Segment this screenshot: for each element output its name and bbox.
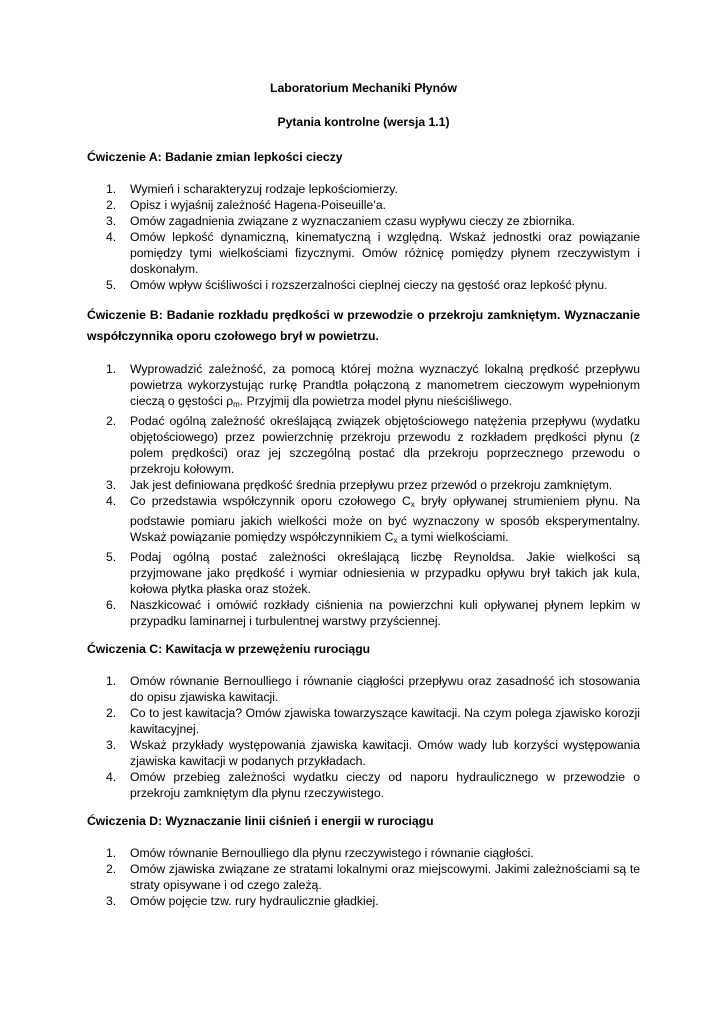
list-item: 3. Omów pojęcie tzw. rury hydraulicznie gładkiej.	[106, 894, 379, 908]
list-item: 5. Omów wpływ ściśliwości i rozszerzalności cieplnej cieczy na gęstość oraz lepkość płynu.	[106, 278, 608, 292]
list-item: 4. Omów lepkość dynamiczną, kinematyczną i względną. Wskaż jednostki oraz powiązanie pomiędzy tymi wielkościami fizycznymi. Omów różnicę pomiędzy płynem rzeczywistym i doskonałym.	[106, 230, 640, 276]
list-item: 1. Omów równanie Bernoulliego dla płynu rzeczywistego i równanie ciągłości.	[106, 846, 534, 860]
section-d-heading: Ćwiczenia D: Wyznaczanie linii ciśnień i energii w rurociągu	[87, 814, 434, 828]
list-item: 1. Wyprowadzić zależność, za pomocą której można wyznaczyć lokalną prędkość przepływu powietrza wykorzystując rurkę Prandtla połączoną z manometrem cieczowym wypełnionym cieczą o gęstości ρm. Przyjmij dla powietrza model płynu nieściśliwego.	[106, 362, 640, 409]
list-item: 1. Wymień i scharakteryzuj rodzaje lepkościomierzy.	[106, 182, 398, 196]
list-item: 2. Omów zjawiska związane ze stratami lokalnymi oraz miejscowymi. Jakimi zależnościami są te straty opisywane i od czego zależą.	[106, 862, 640, 892]
list-item: 2. Podać ogólną zależność określającą związek objętościowego natężenia przepływu (wydatku objętościowego) przez powierzchnię przekroju przewodu z rozkładem prędkości płynu (z polem prędkości) oraz jej szczególną postać dla przekroju poprzecznego przewodu o przekroju kołowym.	[106, 414, 640, 476]
list-item: 2. Opisz i wyjaśnij zależność Hagena-Poiseuille’a.	[106, 198, 387, 212]
list-item: 4. Omów przebieg zależności wydatku cieczy od naporu hydraulicznego w przewodzie o przekroju zamkniętym dla płynu rzeczywistego.	[106, 770, 640, 800]
list-item: 1. Omów równanie Bernoulliego i równanie ciągłości przepływu oraz zasadność ich stosowania do opisu zjawiska kawitacji.	[106, 674, 640, 704]
list-item: 2. Co to jest kawitacja? Omów zjawiska towarzyszące kawitacji. Na czym polega zjawisko korozji kawitacyjnej.	[106, 706, 640, 736]
document-title: Laboratorium Mechaniki Płynów	[270, 81, 457, 95]
list-item: 4. Co przedstawia współczynnik oporu czołowego Cx bryły opływanej strumieniem płynu. Na podstawie pomiaru jakich wielkości może on być wyznaczony w sposób eksperymentalny. Wskaż powiązanie pomiędzy współczynnikiem Cx a tymi wielkościami.	[106, 494, 640, 545]
list-item: 5. Podaj ogólną postać zależności określającą liczbę Reynoldsa. Jakie wielkości są przyjmowane jako prędkość i wymiar odniesienia w przypadku opływu brył takich jak kula, kołowa płytka płaska oraz stożek.	[106, 550, 640, 596]
section-c-heading: Ćwiczenia C: Kawitacja w przewężeniu rurociągu	[87, 642, 371, 656]
section-c-list	[87, 673, 640, 801]
section-d-list	[87, 845, 640, 909]
document-subtitle: Pytania kontrolne (wersja 1.1)	[277, 115, 450, 129]
list-item: 3. Wskaż przykłady występowania zjawiska kawitacji. Omów wady lub korzyści występowania zjawiska kawitacji w podanych przykładach.	[106, 738, 640, 768]
section-b-heading: Ćwiczenie B: Badanie rozkładu prędkości w przewodzie o przekroju zamkniętym. Wyznaczanie współczynnika oporu czołowego brył w powietrzu.	[87, 308, 640, 343]
section-b-list	[87, 361, 640, 629]
list-item: 6. Naszkicować i omówić rozkłady ciśnienia na powierzchni kuli opływanej płynem lepkim w przypadku laminarnej i turbulentnej warstwy przyściennej.	[106, 598, 640, 628]
section-a-list	[87, 181, 640, 293]
document-page	[87, 80, 640, 909]
list-item: 3. Jak jest definiowana prędkość średnia przepływu przez przewód o przekroju zamkniętym.	[106, 478, 613, 492]
list-item: 3. Omów zagadnienia związane z wyznaczaniem czasu wypływu cieczy ze zbiornika.	[106, 214, 576, 228]
section-a-heading: Ćwiczenie A: Badanie zmian lepkości cieczy	[87, 150, 343, 164]
